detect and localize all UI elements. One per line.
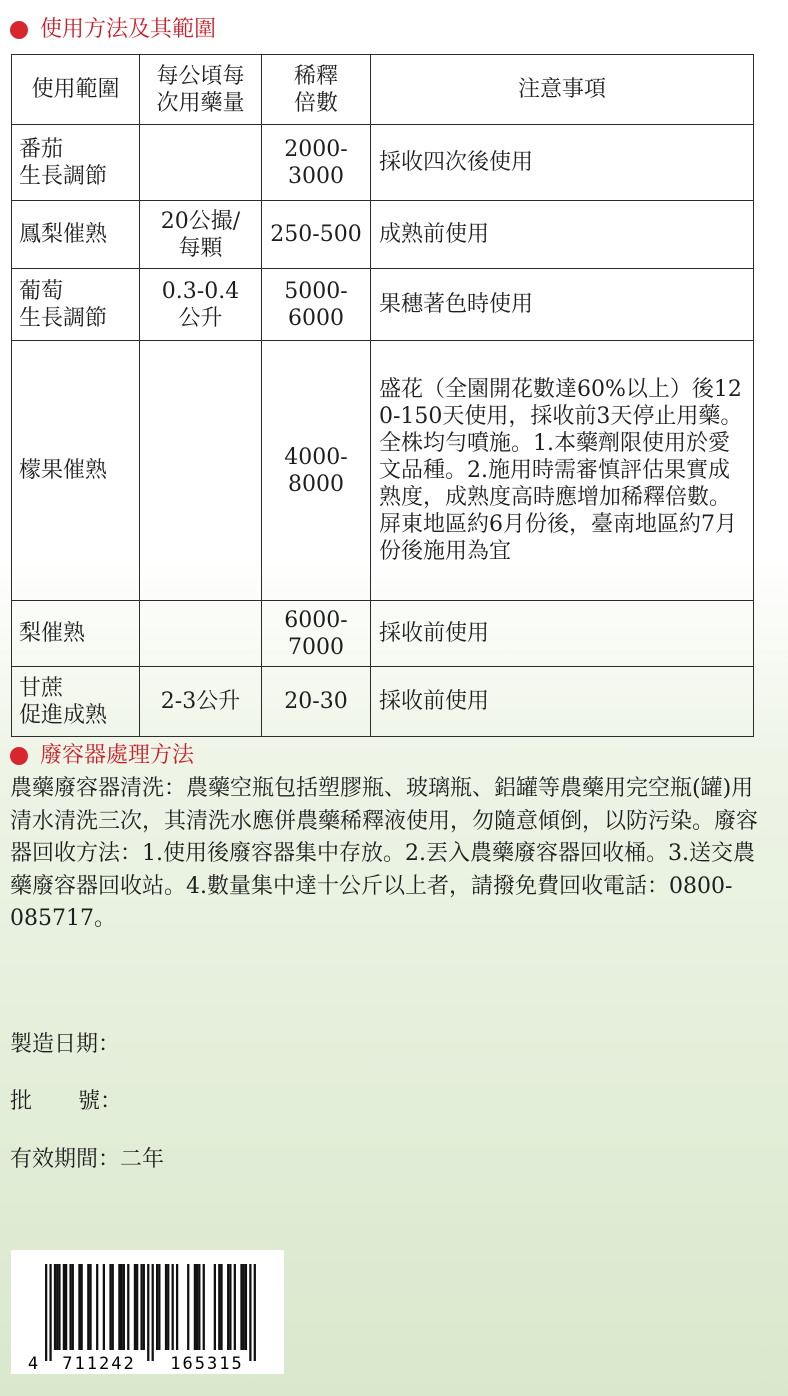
table-header-row [12, 55, 754, 125]
barcode-bar [120, 1264, 122, 1350]
row-notes: 採收前使用 [371, 667, 754, 737]
barcode-guard-bar [147, 1264, 149, 1361]
row-crop: 梨催熟 [12, 601, 140, 667]
barcode-guard-bar [249, 1264, 251, 1361]
table-row [12, 125, 754, 201]
row-dose: 0.3-0.4 公升 [140, 269, 262, 341]
barcode-left-digits: 711242 [62, 1354, 136, 1374]
barcode-bar [198, 1264, 200, 1350]
barcode-bar [127, 1264, 129, 1350]
header-notes: 注意事項 [371, 55, 754, 125]
barcode-bar [87, 1264, 89, 1350]
barcode-bar [58, 1264, 60, 1350]
table-row [12, 269, 754, 341]
row-notes: 果穗著色時使用 [371, 269, 754, 341]
usage-heading-text: 使用方法及其範圍 [40, 17, 217, 42]
barcode-bar [123, 1264, 125, 1350]
header-ratio: 稀釋 倍數 [262, 55, 371, 125]
barcode-bar [81, 1264, 83, 1350]
row-notes: 成熟前使用 [371, 201, 754, 269]
barcode-bar [218, 1264, 220, 1350]
barcode-bars [45, 1264, 256, 1361]
barcode-bar [156, 1264, 158, 1350]
barcode-guard-bar [254, 1264, 256, 1361]
disposal-heading-text: 廢容器處理方法 [40, 743, 195, 768]
barcode-bar [203, 1264, 205, 1350]
barcode-bar [165, 1264, 167, 1350]
header-dose: 每公頃每 次用藥量 [140, 55, 262, 125]
barcode-bar [118, 1264, 120, 1350]
row-crop: 檬果催熟 [12, 341, 140, 601]
disposal-instructions: 農藥廢容器清洗：農藥空瓶包括塑膠瓶、玻璃瓶、鋁罐等農藥用完空瓶(罐)用清水清洗三次，其清洗水應併農藥稀釋液使用，勿隨意傾倒，以防污染。廢容器回收方法：1.使用後廢容器集中存放。2.丟入農藥廢容器回收桶。3.送交農藥廢容器回收站。4.數量集中達十公斤以上者，請撥免費回收電話：0800-085717。 [10, 776, 759, 931]
usage-table [11, 54, 754, 737]
barcode-first-digit: 4 [27, 1354, 39, 1374]
barcode-bar [134, 1264, 136, 1350]
barcode-bar [112, 1264, 114, 1350]
barcode-bar [245, 1264, 247, 1350]
batch-label-end: 號： [78, 1089, 123, 1114]
barcode-guard-bar [49, 1264, 51, 1361]
barcode-bar [136, 1264, 138, 1350]
barcode-bar [109, 1264, 111, 1350]
disposal-section-heading [10, 741, 194, 771]
table-row [12, 667, 754, 737]
barcode-bar [140, 1264, 142, 1350]
barcode-bar [227, 1264, 229, 1350]
barcode-bar [78, 1264, 80, 1350]
batch-label-start: 批 [10, 1089, 33, 1114]
barcode-bar [240, 1264, 242, 1350]
barcode-bar [229, 1264, 231, 1350]
barcode-bar [89, 1264, 91, 1350]
expiry-label: 有效期間：二年 [10, 1147, 165, 1172]
barcode-bar [196, 1264, 198, 1350]
barcode-bar [69, 1264, 71, 1350]
bullet-dot-icon [10, 21, 28, 39]
barcode-bar [158, 1264, 160, 1350]
row-crop: 番茄 生長調節 [12, 125, 140, 201]
row-crop: 甘蔗 促進成熟 [12, 667, 140, 737]
row-notes: 盛花（全園開花數達60%以上）後120-150天使用，採收前3天停止用藥。全株均勻噴施。1.本藥劑限使用於愛文品種。2.施用時需審慎評估果實成熟度，成熟度高時應增加稀釋倍數。屏東地區約6月份後，臺南地區約7月份後施用為宜 [371, 341, 754, 601]
batch-number-label [10, 1087, 122, 1117]
table-row [12, 341, 754, 601]
table-row [12, 201, 754, 269]
barcode-graphic [11, 1250, 284, 1374]
barcode-bar [103, 1264, 105, 1350]
barcode-right-digits: 165315 [170, 1354, 244, 1374]
barcode-bar [194, 1264, 196, 1350]
row-dose [140, 341, 262, 601]
barcode-bar [214, 1264, 216, 1350]
barcode-bar [143, 1264, 145, 1350]
row-ratio: 5000- 6000 [262, 269, 371, 341]
row-notes: 採收前使用 [371, 601, 754, 667]
barcode-bar [65, 1264, 67, 1350]
barcode-bar [167, 1264, 169, 1350]
barcode-bar [72, 1264, 74, 1350]
row-ratio: 2000- 3000 [262, 125, 371, 201]
barcode-bar [63, 1264, 65, 1350]
row-dose: 20公撮/ 每顆 [140, 201, 262, 269]
barcode-guard-bar [45, 1264, 47, 1361]
barcode-bar [54, 1264, 56, 1350]
row-crop: 鳳梨催熟 [12, 201, 140, 269]
barcode-bar [187, 1264, 189, 1350]
row-ratio: 6000- 7000 [262, 601, 371, 667]
barcode-bar [172, 1264, 174, 1350]
barcode [11, 1250, 284, 1374]
row-notes: 採收四次後使用 [371, 125, 754, 201]
barcode-bar [243, 1264, 245, 1350]
row-crop: 葡萄 生長調節 [12, 269, 140, 341]
bullet-dot-icon [10, 747, 28, 765]
barcode-bar [234, 1264, 236, 1350]
barcode-guard-bar [152, 1264, 154, 1361]
row-dose: 2-3公升 [140, 667, 262, 737]
table-row [12, 601, 754, 667]
row-ratio: 4000- 8000 [262, 341, 371, 601]
barcode-bar [220, 1264, 222, 1350]
barcode-bar [56, 1264, 58, 1350]
barcode-bar [176, 1264, 178, 1350]
row-dose [140, 125, 262, 201]
header-scope: 使用範圍 [12, 55, 140, 125]
row-ratio: 20-30 [262, 667, 371, 737]
barcode-bar [96, 1264, 98, 1350]
manufacture-date-label: 製造日期： [10, 1032, 121, 1057]
row-ratio: 250-500 [262, 201, 371, 269]
usage-section-heading [10, 15, 216, 45]
row-dose [140, 601, 262, 667]
